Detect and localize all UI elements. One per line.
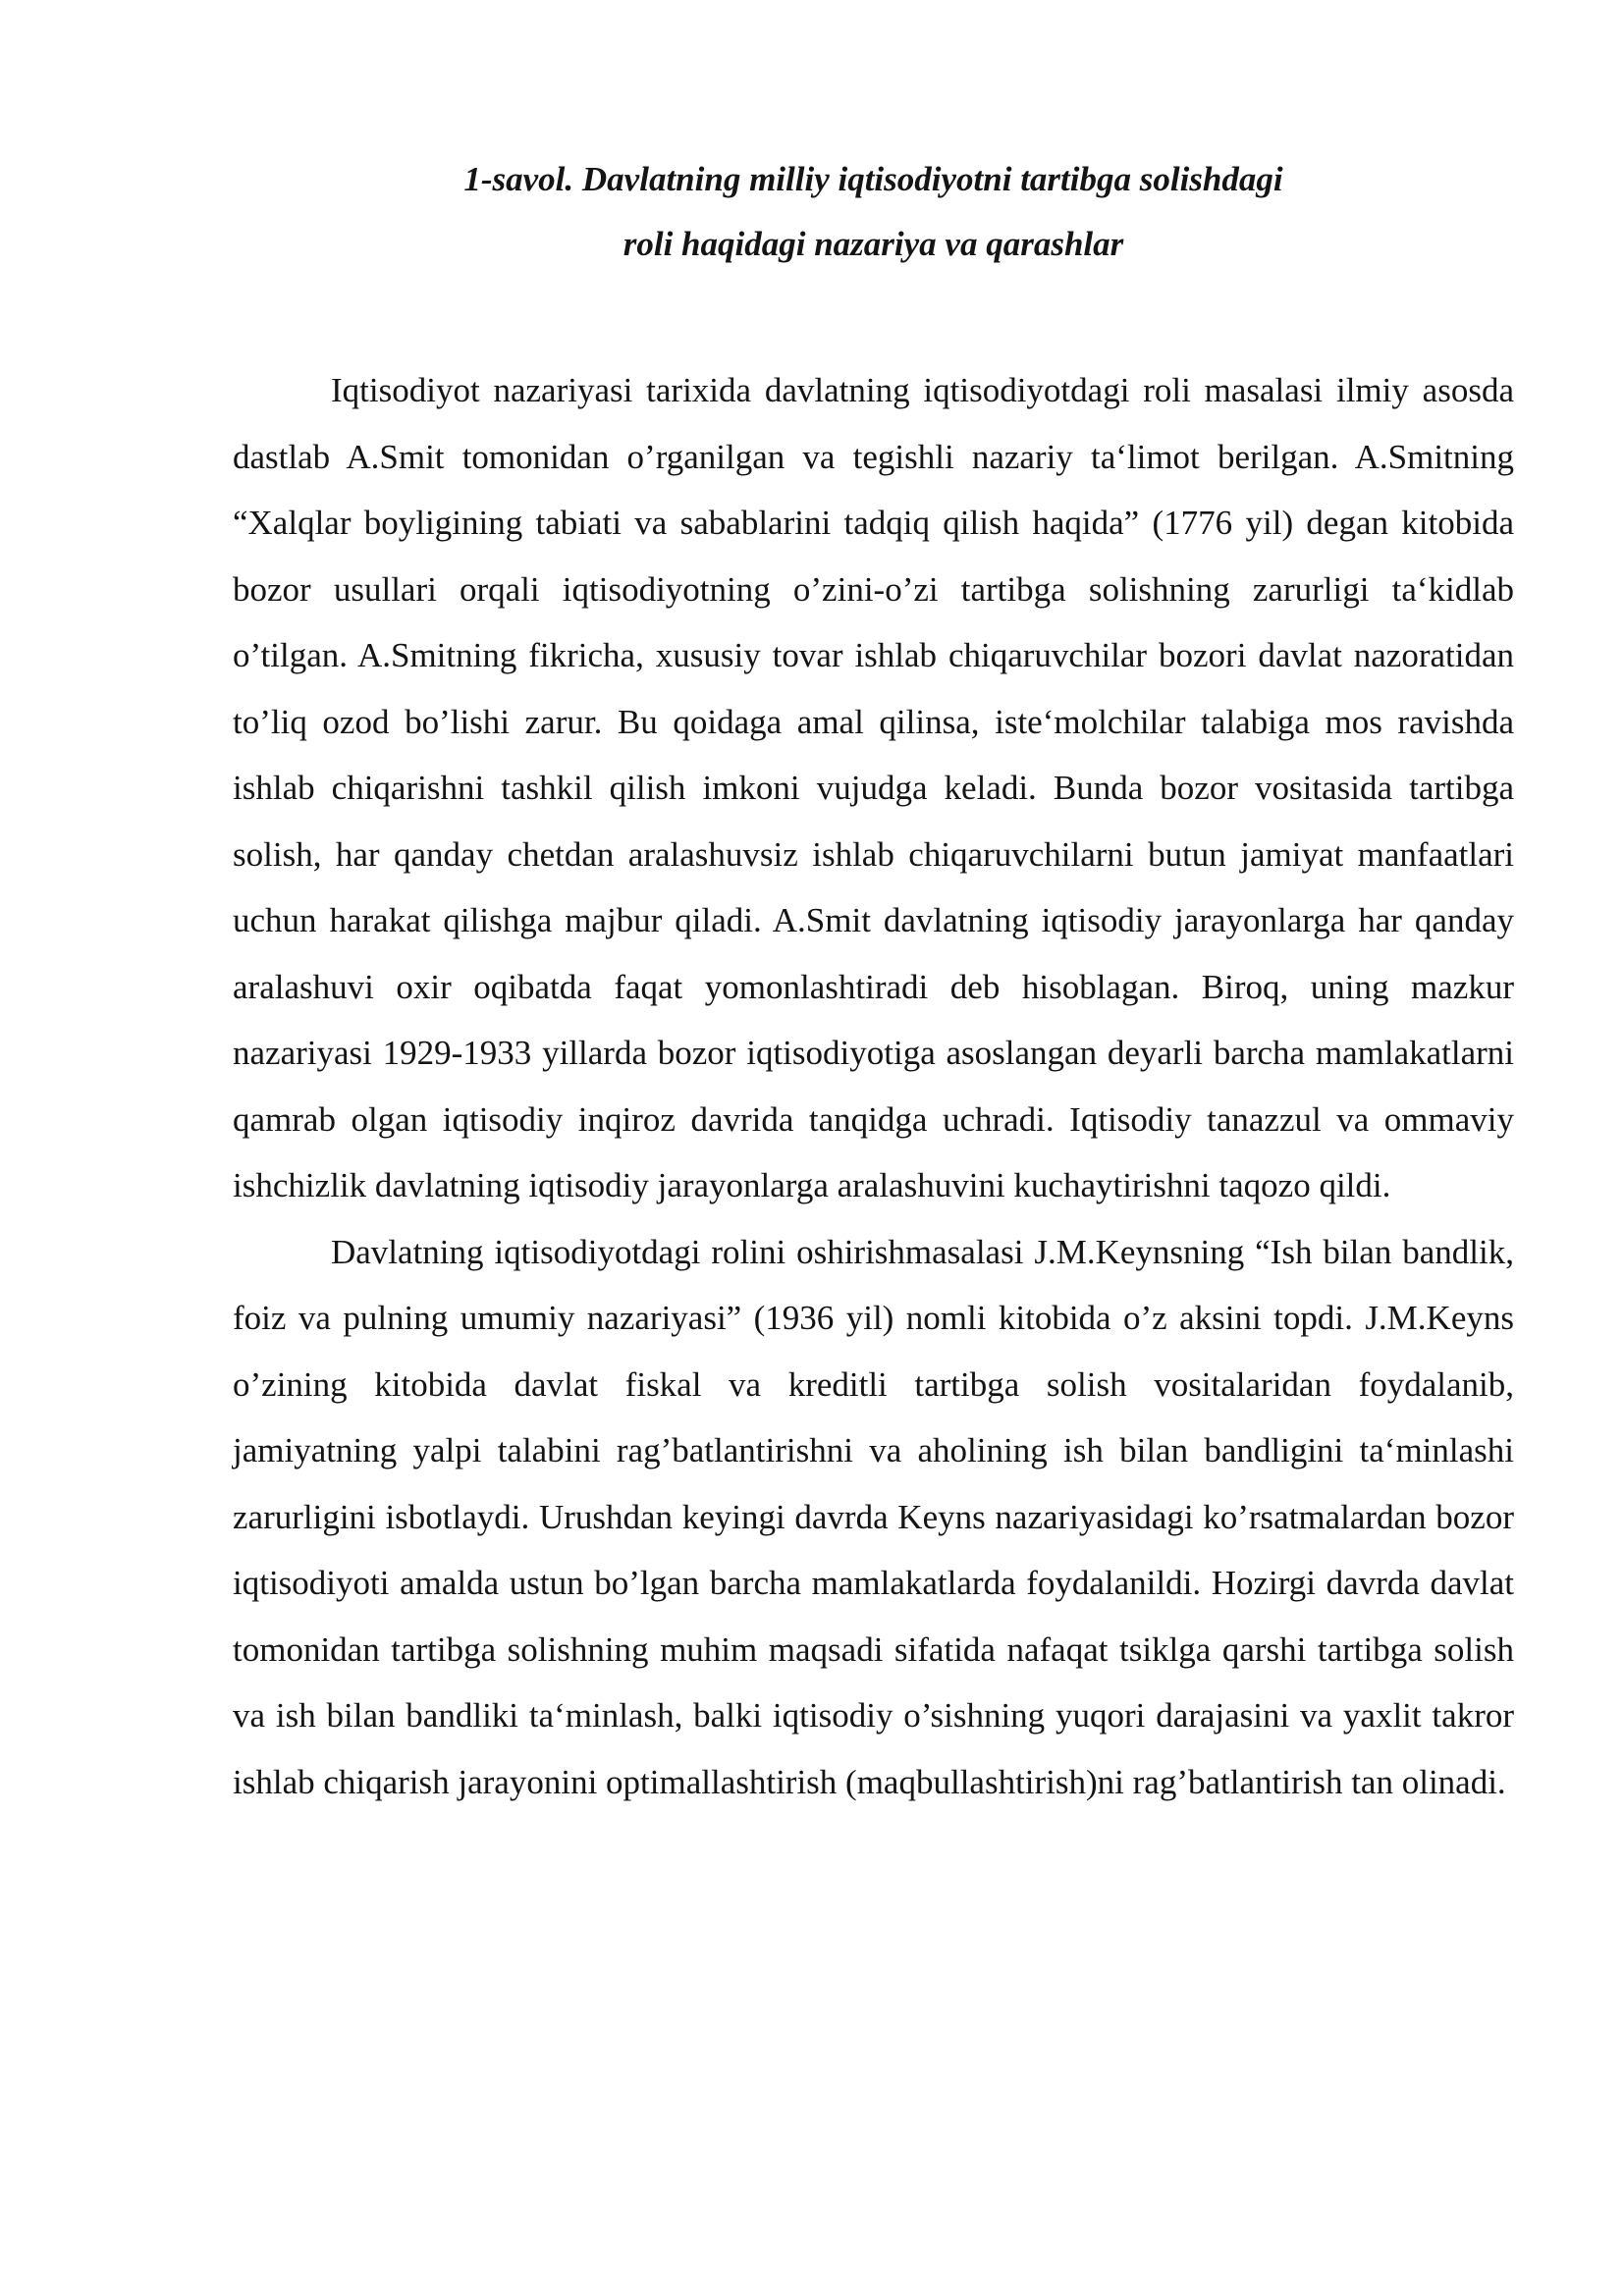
title-line-2: roli haqidagi nazariya va qarashlar xyxy=(623,225,1124,263)
body-paragraph-2: Davlatning iqtisodiyotdagi rolini oshirishmasalasi J.M.Keynsning “Ish bilan bandlik, foiz va pulning umumiy nazariyasi” (1936 yil) nomli kitobida o’z aksini topdi. J.M.Keyns o’zining kitobida davlat fiskal va kreditli tartibga solish vositalaridan foydalanib, jamiyatning yalpi talabini rag’batlantirishni va aholining ish bilan bandligini ta‘minlashi zarurligini isbotlaydi. Urushdan keyingi davrda Keyns nazariyasidagi ko’rsatmalardan bozor iqtisodiyoti amalda ustun bo’lgan barcha mamlakatlarda foydalanildi. Hozirgi davrda davlat tomonidan tartibga solishning muhim maqsadi sifatida nafaqat tsiklga qarshi tartibga solish va ish bilan bandliki ta‘minlash, balki iqtisodiy o’sishning yuqori darajasini va yaxlit takror ishlab chiqarish jarayonini optimallashtirish (maqbullashtirish)ni rag’batlantirish tan olinadi. xyxy=(233,1232,1514,1801)
page-title xyxy=(233,147,1514,277)
body-paragraph-1: Iqtisodiyot nazariyasi tarixida davlatning iqtisodiyotdagi roli masalasi ilmiy asosda dastlab A.Smit tomonidan o’rganilgan va tegishli nazariy ta‘limot berilgan. A.Smitning “Xalqlar boyligining tabiati va sabablarini tadqiq qilish haqida” (1776 yil) degan kitobida bozor usullari orqali iqtisodiyotning o’zini-o’zi tartibga solishning zarurligi ta‘kidlab o’tilgan. A.Smitning fikricha, xususiy tovar ishlab chiqaruvchilar bozori davlat nazoratidan to’liq ozod bo’lishi zarur. Bu qoidaga amal qilinsa, iste‘molchilar talabiga mos ravishda ishlab chiqarishni tashkil qilish imkoni vujudga keladi. Bunda bozor vositasida tartibga solish, har qanday chetdan aralashuvsiz ishlab chiqaruvchilarni butun jamiyat manfaatlari uchun harakat qilishga majbur qiladi. A.Smit davlatning iqtisodiy jarayonlarga har qanday aralashuvi oxir oqibatda faqat yomonlashtiradi deb hisoblagan. Biroq, uning mazkur nazariyasi 1929-1933 yillarda bozor iqtisodiyotiga asoslangan deyarli barcha mamlakatlarni qamrab olgan iqtisodiy inqiroz davrida tanqidga uchradi. Iqtisodiy tanazzul va ommaviy ishchizlik davlatning iqtisodiy jarayonlarga aralashuvini kuchaytirishni taqozo qildi. xyxy=(233,371,1514,1204)
document-page xyxy=(233,147,1514,1815)
title-line-1: 1-savol. Davlatning milliy iqtisodiyotni tartibga solishdagi xyxy=(463,160,1283,198)
